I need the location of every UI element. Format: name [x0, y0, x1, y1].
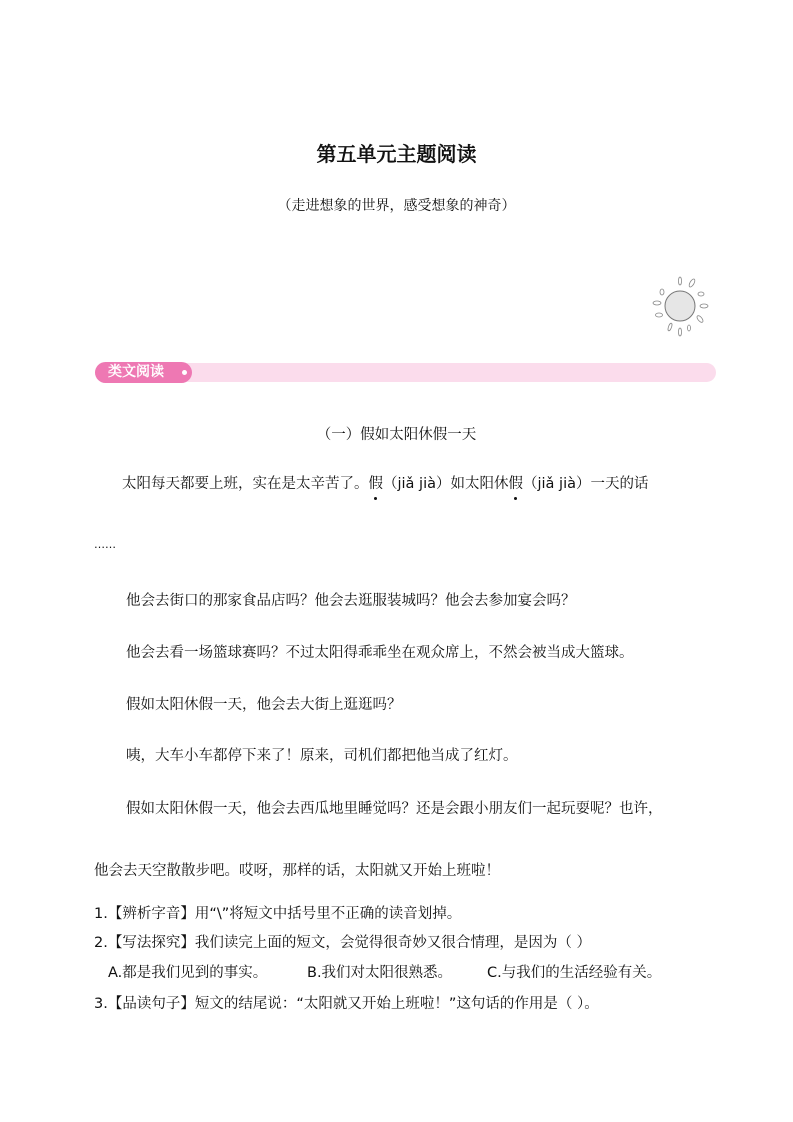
passage-line-1: [122, 472, 649, 493]
text: 太阳每天都要上班，实在是太辛苦了。: [122, 476, 369, 492]
text: （jiǎ jià）如太阳休: [383, 476, 509, 492]
paragraph: 他会去天空散散步吧。哎呀，那样的话，太阳就又开始上班啦！: [94, 863, 500, 879]
option-c: C.与我们的生活经验有关。: [487, 965, 662, 981]
emphasized-char: 假: [368, 476, 383, 492]
ellipsis: ……: [94, 538, 116, 551]
paragraph: 他会去看一场篮球赛吗？不过太阳得乖乖坐在观众席上，不然会被当成大篮球。: [126, 645, 634, 661]
paragraph: 他会去街口的那家食品店吗？他会去逛服装城吗？他会去参加宴会吗？: [126, 593, 576, 609]
paragraph: 咦，大车小车都停下来了！原来，司机们都把他当成了红灯。: [126, 748, 518, 764]
text: （jiǎ jià）一天的话: [523, 476, 649, 492]
question-1: 1.【辨析字音】用“\”将短文中括号里不正确的读音划掉。: [94, 906, 462, 922]
sun-icon: [645, 273, 715, 339]
question-3: 3.【品读句子】短文的结尾说：“太阳就又开始上班啦！”这句话的作用是（ ）。: [94, 996, 599, 1012]
question-2: 2.【写法探究】我们读完上面的短文，会觉得很奇妙又很合情理，是因为（ ）: [94, 935, 591, 951]
option-a: A.都是我们见到的事实。: [108, 965, 268, 981]
page-subtitle: （走进想象的世界，感受想象的神奇）: [277, 198, 516, 214]
section-badge-label: 类文阅读: [108, 364, 164, 380]
option-b: B.我们对太阳很熟悉。: [307, 965, 453, 981]
section-badge: [95, 362, 192, 383]
emphasized-char: 假: [508, 476, 523, 492]
paragraph: 假如太阳休假一天，他会去西瓜地里睡觉吗？还是会跟小朋友们一起玩耍呢？也许，: [126, 801, 663, 817]
passage-heading: （一）假如太阳休假一天: [316, 427, 477, 443]
page-title: 第五单元主题阅读: [316, 142, 477, 166]
paragraph: 假如太阳休假一天，他会去大街上逛逛吗？: [126, 697, 402, 713]
